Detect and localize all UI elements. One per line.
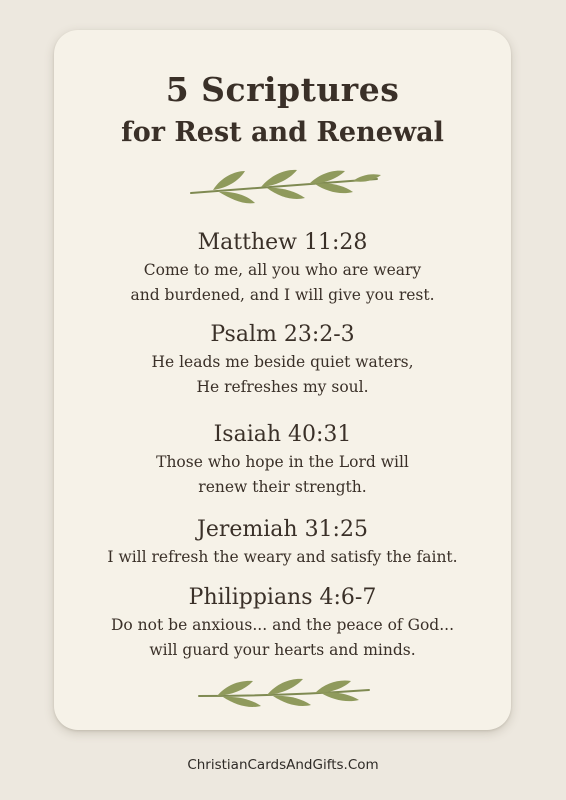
olive-branch-icon <box>54 165 511 215</box>
verse-reference: Philippians 4:6-7 <box>188 585 377 610</box>
olive-branch-icon <box>54 670 511 720</box>
verse-psalm <box>54 320 511 400</box>
verse-isaiah <box>54 420 511 500</box>
verse-reference: Jeremiah 31:25 <box>197 517 368 542</box>
verse-text-line: and burdened, and I will give you rest. <box>130 286 435 304</box>
verse-reference: Matthew 11:28 <box>197 230 368 255</box>
card-title: 5 Scriptures <box>165 70 400 109</box>
verse-text-line: Do not be anxious... and the peace of God... <box>111 616 454 634</box>
verse-philippians <box>54 583 511 663</box>
card-subtitle: for Rest and Renewal <box>121 117 444 148</box>
verse-jeremiah <box>54 515 511 570</box>
verse-text-line: will guard your hearts and minds. <box>149 641 416 659</box>
verse-text-line: Come to me, all you who are weary <box>143 261 422 279</box>
scripture-card <box>54 30 511 730</box>
verse-text-line: renew their strength. <box>198 478 367 496</box>
verse-text-line: He leads me beside quiet waters, <box>151 353 414 371</box>
verse-text-line: I will refresh the weary and satisfy the faint. <box>107 548 458 566</box>
website-footer: ChristianCardsAndGifts.Com <box>187 757 379 773</box>
verse-reference: Psalm 23:2-3 <box>210 322 355 347</box>
verse-matthew <box>54 228 511 308</box>
verse-text-line: He refreshes my soul. <box>196 378 369 396</box>
verse-reference: Isaiah 40:31 <box>213 422 352 447</box>
verse-text-line: Those who hope in the Lord will <box>156 453 409 471</box>
